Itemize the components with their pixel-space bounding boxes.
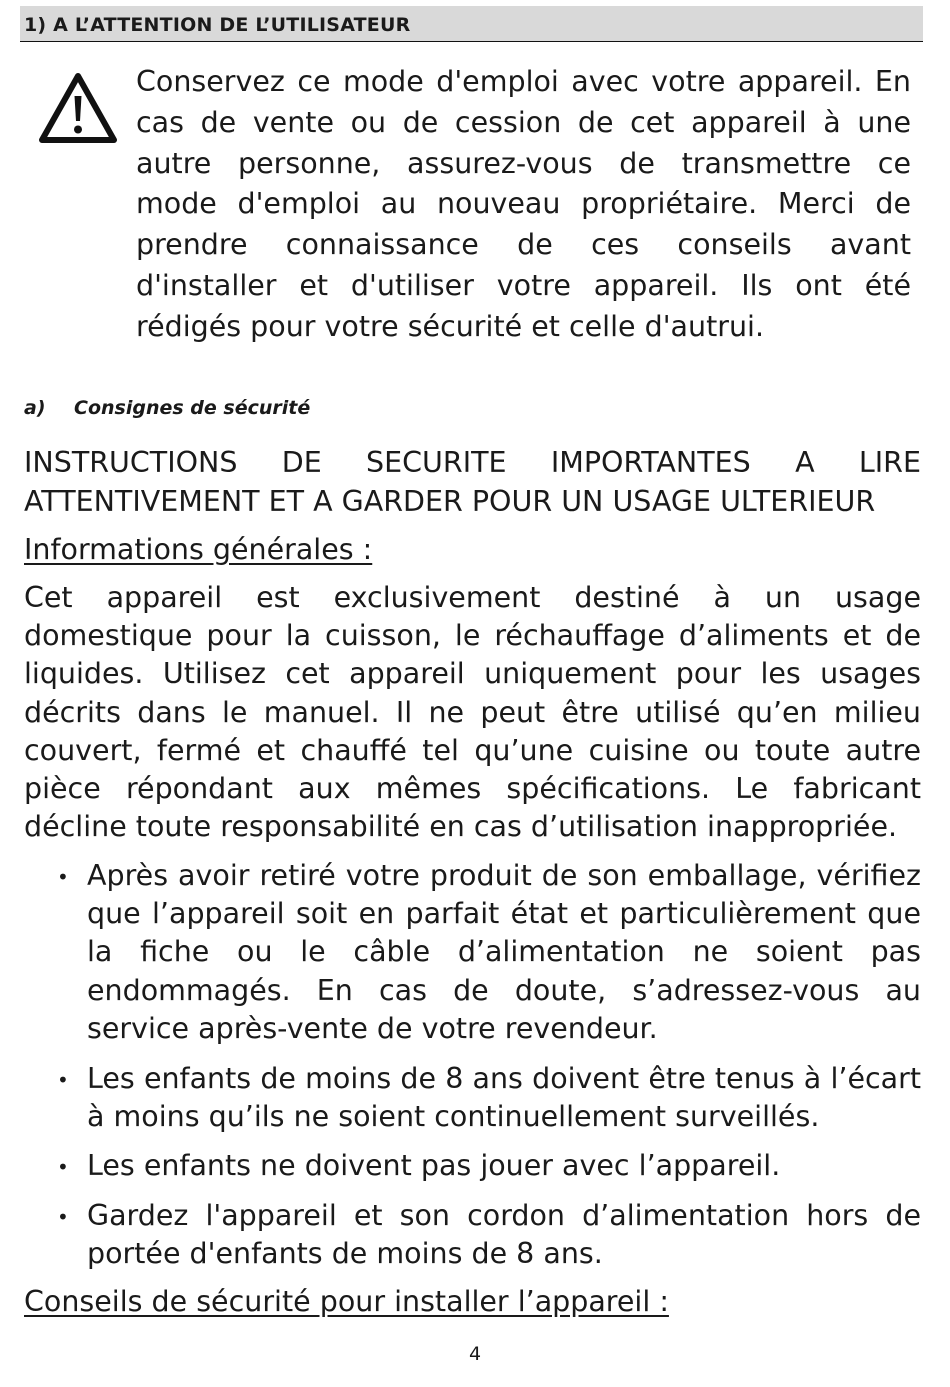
bullet-icon: • xyxy=(57,1067,69,1092)
important-instructions: INSTRUCTIONS DE SECURITE IMPORTANTES A LIRE ATTENTIVEMENT ET A GARDER POUR UN USAGE ULTERIEUR xyxy=(24,446,921,518)
section-header: 1) A L’ATTENTION DE L’UTILISATEUR xyxy=(20,6,923,42)
list-item xyxy=(24,1060,921,1136)
safety-bullet-list xyxy=(24,857,921,1285)
warning-triangle-icon xyxy=(38,72,118,144)
bullet-text: Gardez l'appareil et son cordon d’alimentation hors de portée d'enfants de moins de 8 ans. xyxy=(87,1199,921,1271)
bullet-text: Après avoir retiré votre produit de son emballage, vérifiez que l’appareil soit en parfait état et particulièrement que la fiche ou le câble d’alimentation ne soient pas endommagés. En cas de doute, s’adressez-vous au service après-vente de votre revendeur. xyxy=(87,859,921,1045)
list-item xyxy=(24,1147,921,1185)
subsection-title: Consignes de sécurité xyxy=(74,397,311,419)
bullet-icon: • xyxy=(57,1155,69,1180)
subsection-heading xyxy=(24,394,310,422)
page-number: 4 xyxy=(468,1343,482,1365)
list-item xyxy=(24,857,921,1048)
list-item xyxy=(24,1197,921,1273)
bullet-text: Les enfants de moins de 8 ans doivent être tenus à l’écart à moins qu’ils ne soient continuellement surveillés. xyxy=(87,1061,921,1133)
general-info-paragraph: Cet appareil est exclusivement destiné à un usage domestique pour la cuisson, le réchauffage d’aliments et de liquides. Utilisez cet appareil uniquement pour les usages décrits dans le manuel. Il ne peut être utilisé qu’en milieu couvert, fermé et chauffé tel qu’une cuisine ou toute autre pièce répondant aux mêmes spécifications. Le fabricant décline toute responsabilité en cas d’utilisation inappropriée. xyxy=(24,581,921,844)
general-info-heading: Informations générales : xyxy=(24,533,373,566)
bullet-text: Les enfants ne doivent pas jouer avec l’appareil. xyxy=(87,1149,781,1183)
warning-text: Conservez ce mode d'emploi avec votre appareil. En cas de vente ou de cession de cet appareil à une autre personne, assurez-vous de transmettre ce mode d'emploi au nouveau propriétaire. Merci de prendre connaissance de ces conseils avant d'installer et d'utiliser votre appareil. Ils ont été rédigés pour votre sécurité et celle d'autrui. xyxy=(136,65,911,343)
bullet-icon: • xyxy=(57,865,69,889)
install-safety-heading: Conseils de sécurité pour installer l’appareil : xyxy=(24,1285,669,1318)
bullet-icon: • xyxy=(57,1205,69,1230)
subsection-number: a) xyxy=(24,397,46,419)
